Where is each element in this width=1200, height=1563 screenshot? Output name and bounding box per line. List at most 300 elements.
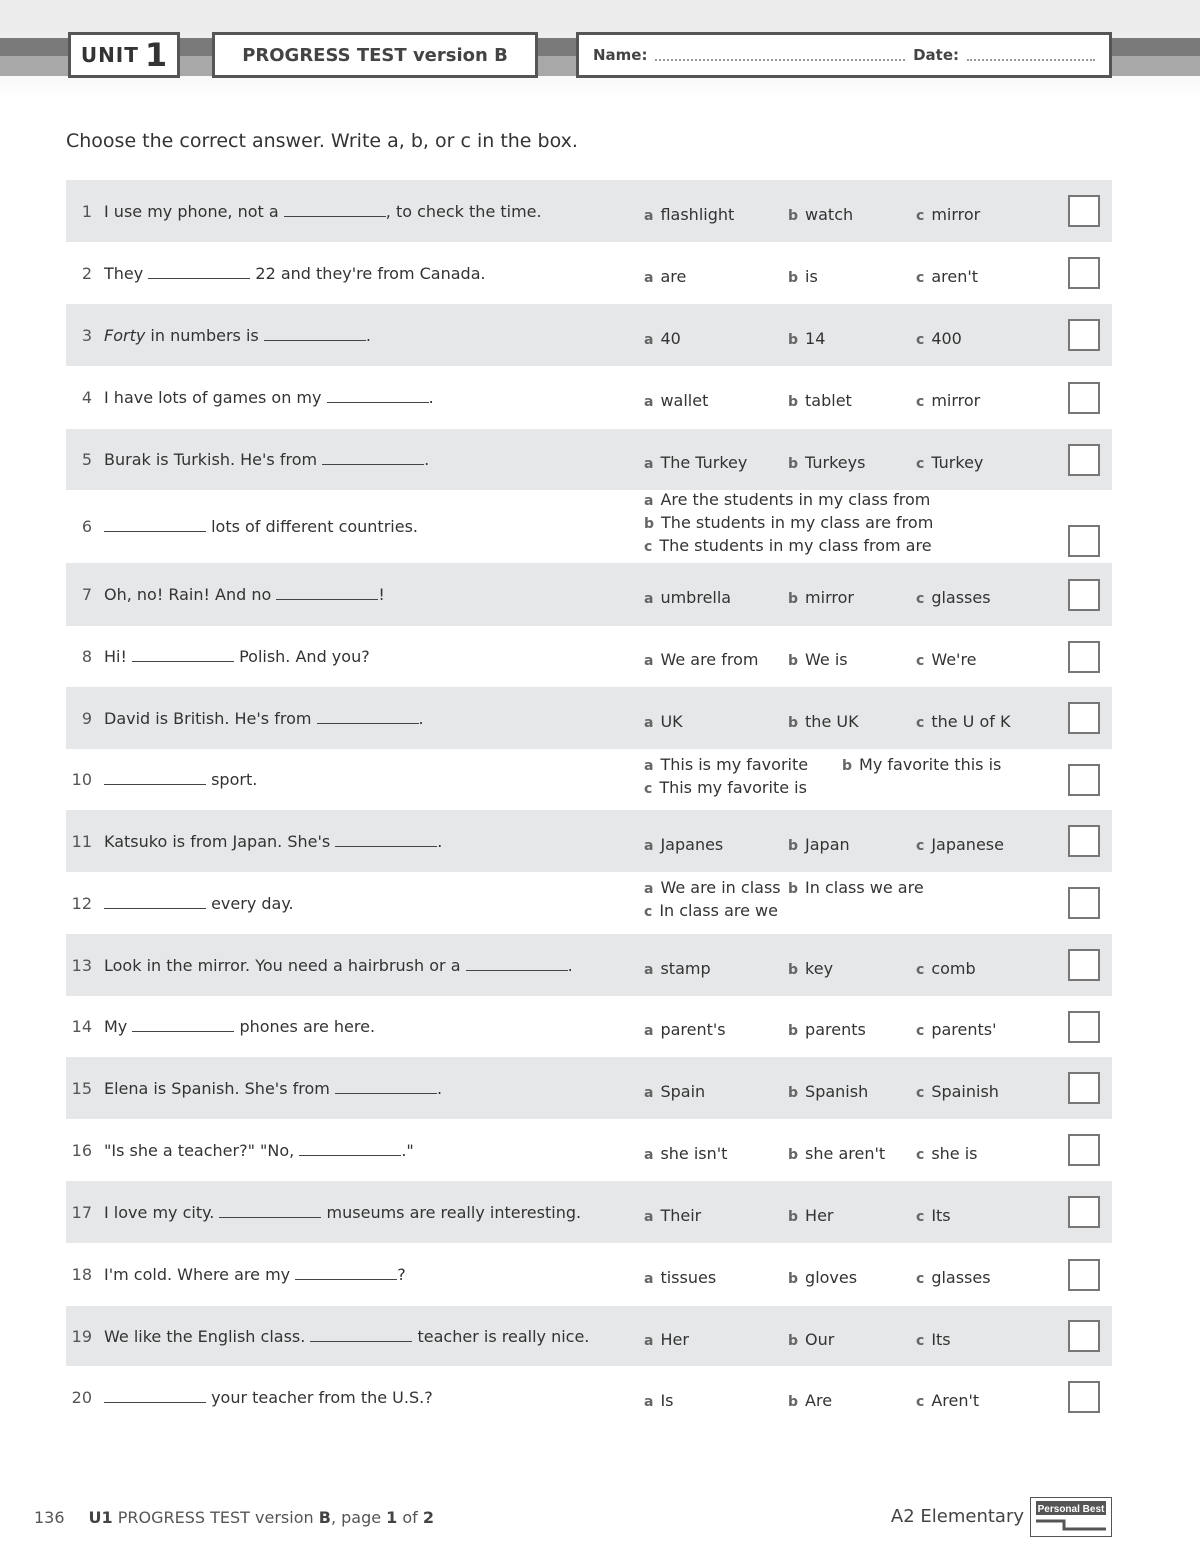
option-b: [788, 835, 916, 854]
option-c: [916, 1330, 951, 1349]
option-b: [788, 1391, 916, 1410]
question-pre: "Is she a teacher?" "No,: [104, 1140, 300, 1160]
question-text: [92, 1388, 644, 1407]
answer-box[interactable]: [1068, 257, 1100, 289]
answer-options: [644, 1391, 1064, 1410]
answer-options: [644, 755, 1064, 797]
answer-box[interactable]: [1068, 641, 1100, 673]
question-pre: Burak is Turkish. He's from: [104, 450, 323, 469]
question-term: Forty: [104, 325, 146, 345]
answer-options: [644, 453, 1064, 472]
option-letter: b: [788, 714, 799, 731]
answer-box[interactable]: [1068, 949, 1100, 981]
option-text: Its: [931, 1329, 951, 1349]
option-text: 14: [805, 328, 826, 348]
option-text: key: [805, 958, 834, 978]
question-row: [66, 304, 1112, 366]
option-a: [644, 755, 842, 774]
option-b: [788, 453, 916, 472]
option-text: she aren't: [805, 1143, 886, 1163]
answer-options: [644, 1082, 1064, 1101]
option-b: [788, 329, 916, 348]
question-number: 7: [81, 585, 92, 604]
question-text: [92, 1141, 644, 1160]
option-text: Are: [805, 1390, 833, 1410]
option-letter: b: [788, 331, 799, 348]
question-pre: in numbers is: [145, 325, 264, 345]
option-letter: b: [788, 269, 799, 286]
question-number: 9: [81, 708, 92, 728]
option-letter: a: [644, 456, 654, 472]
question-text: [92, 832, 644, 851]
answer-options: [644, 1330, 1064, 1349]
answer-box[interactable]: [1068, 1072, 1100, 1104]
option-b: [788, 391, 916, 410]
option-b: [788, 1082, 916, 1101]
date-field[interactable]: [967, 49, 1095, 61]
footer-level: A2 Elementary: [890, 1506, 1024, 1527]
page-number: 136: [34, 1508, 65, 1527]
option-a: [644, 1082, 788, 1101]
answer-box[interactable]: [1068, 825, 1100, 857]
option-text: umbrella: [660, 588, 732, 607]
question-post: every day.: [206, 893, 294, 913]
option-letter: b: [788, 394, 799, 410]
option-letter: c: [644, 781, 653, 797]
option-a: [644, 1206, 788, 1225]
option-text: flashlight: [660, 204, 735, 224]
option-text: is: [805, 266, 818, 286]
question-number: 1: [81, 201, 92, 221]
question-text: [92, 1327, 644, 1346]
option-letter: a: [644, 1271, 654, 1287]
option-text: mirror: [805, 588, 854, 607]
footer-page-current: 1: [386, 1508, 398, 1527]
option-text: comb: [931, 958, 976, 978]
question-text: [92, 1265, 644, 1284]
question-post: museums are really interesting.: [321, 1202, 582, 1222]
option-text: We're: [931, 650, 977, 669]
answer-box[interactable]: [1068, 382, 1100, 414]
option-c: [916, 329, 962, 348]
option-b: [788, 1268, 916, 1287]
question-text: [92, 202, 644, 221]
option-a: [644, 490, 930, 509]
answer-options: [644, 712, 1064, 731]
answer-box[interactable]: [1068, 1381, 1100, 1413]
option-a: [644, 1144, 788, 1163]
question-post: .: [418, 708, 424, 728]
option-text: In class are we: [659, 901, 778, 920]
option-letter: a: [644, 653, 654, 669]
option-c: [916, 453, 983, 472]
answer-box[interactable]: [1068, 887, 1100, 919]
question-number: 15: [71, 1078, 92, 1098]
answer-blank: [466, 956, 568, 971]
answer-blank: [295, 1265, 397, 1280]
question-text: [92, 770, 644, 789]
question-pre: I have lots of games on my: [104, 388, 327, 407]
option-c: [916, 1082, 999, 1101]
option-b: [788, 959, 916, 978]
option-b: [788, 588, 916, 607]
question-text: [92, 1017, 644, 1036]
question-post: teacher is really nice.: [412, 1326, 590, 1346]
answer-options: [644, 878, 1064, 920]
option-text: We are in class: [660, 878, 781, 897]
question-row: [66, 1243, 1112, 1306]
name-label: Name:: [593, 46, 648, 64]
answer-box[interactable]: [1068, 579, 1100, 611]
question-pre: I love my city.: [104, 1202, 220, 1222]
option-c: [916, 712, 1010, 731]
option-a: [644, 959, 788, 978]
option-letter: b: [788, 1208, 799, 1225]
footer-left: [34, 1508, 434, 1527]
option-letter: c: [644, 539, 653, 555]
option-letter: b: [842, 758, 853, 774]
option-letter: a: [644, 269, 654, 286]
option-text: Aren't: [931, 1390, 980, 1410]
question-post: your teacher from the U.S.?: [206, 1387, 433, 1407]
option-b: [842, 755, 1001, 774]
question-row: [66, 872, 1112, 934]
option-letter: a: [644, 207, 654, 224]
answer-box[interactable]: [1068, 195, 1100, 227]
option-b: [788, 267, 916, 286]
question-post: .: [428, 388, 434, 407]
answer-blank: [310, 1327, 412, 1342]
answer-options: [644, 205, 1064, 224]
option-text: Spain: [660, 1081, 706, 1101]
answer-options: [644, 1206, 1064, 1225]
svg-text:Personal Best: Personal Best: [1037, 1504, 1105, 1515]
question-text: [92, 894, 644, 913]
option-a: [644, 1268, 788, 1287]
option-text: glasses: [931, 588, 991, 607]
option-a: [644, 835, 788, 854]
question-number: 13: [71, 955, 92, 975]
option-letter: a: [644, 758, 654, 774]
question-row: [66, 626, 1112, 687]
option-line: [644, 536, 1064, 555]
answer-options: [644, 1144, 1064, 1163]
option-text: parents': [931, 1020, 997, 1039]
option-text: Her: [660, 1329, 689, 1349]
answer-options: [644, 835, 1064, 854]
option-letter: a: [644, 1393, 654, 1410]
option-letter: b: [788, 1084, 799, 1101]
answer-blank: [148, 264, 250, 279]
option-letter: c: [916, 331, 925, 348]
option-a: [644, 588, 788, 607]
option-text: tissues: [660, 1268, 717, 1287]
question-number: 11: [71, 831, 92, 851]
option-c: [916, 1144, 978, 1163]
question-row: [66, 563, 1112, 626]
option-b: [788, 1020, 916, 1039]
option-text: The students in my class from are: [659, 536, 932, 555]
question-post: Polish. And you?: [233, 647, 370, 666]
answer-blank: [276, 585, 378, 600]
option-text: mirror: [931, 391, 981, 410]
option-letter: c: [916, 961, 925, 978]
option-letter: a: [644, 493, 654, 509]
option-letter: a: [644, 331, 654, 348]
question-pre: They: [104, 263, 149, 283]
option-text: she isn't: [660, 1143, 728, 1163]
answer-box[interactable]: [1068, 1134, 1100, 1166]
option-a: [644, 1391, 788, 1410]
option-text: parents: [805, 1020, 866, 1039]
option-text: This my favorite is: [659, 778, 807, 797]
name-field[interactable]: [655, 49, 905, 61]
option-a: [644, 1330, 788, 1349]
question-text: [92, 1079, 644, 1098]
option-letter: a: [644, 881, 654, 897]
option-text: Her: [805, 1205, 834, 1225]
answer-options: [644, 1020, 1064, 1039]
option-c: [916, 588, 991, 607]
option-c: [916, 959, 976, 978]
question-pre: Look in the mirror. You need a hairbrush or a: [104, 955, 466, 975]
answer-blank: [284, 202, 386, 217]
option-letter: a: [644, 394, 654, 410]
answer-options: [644, 267, 1064, 286]
option-text: Our: [805, 1329, 835, 1349]
question-post: sport.: [206, 770, 258, 789]
option-text: she is: [931, 1143, 978, 1163]
option-letter: b: [788, 1332, 799, 1349]
question-post: !: [378, 585, 385, 604]
question-number: 8: [81, 647, 92, 666]
option-text: The students in my class are from: [661, 513, 934, 532]
option-a: [644, 712, 788, 731]
question-pre: Oh, no! Rain! And no: [104, 585, 277, 604]
question-post: .: [365, 325, 371, 345]
option-letter: c: [916, 837, 925, 854]
question-number: 2: [81, 263, 92, 283]
option-line: [644, 878, 1064, 897]
option-c: [916, 1268, 991, 1287]
option-c: [916, 650, 977, 669]
option-line: [644, 901, 1064, 920]
question-text: [92, 585, 644, 604]
question-number: 17: [71, 1202, 92, 1222]
option-a: [644, 267, 788, 286]
option-letter: a: [644, 714, 654, 731]
answer-blank: [104, 517, 206, 532]
question-post: .: [437, 831, 443, 851]
question-text: [92, 517, 644, 536]
option-letter: c: [916, 1271, 925, 1287]
question-list: [66, 180, 1112, 1428]
answer-blank: [104, 770, 206, 785]
option-letter: a: [644, 961, 654, 978]
question-row: [66, 1366, 1112, 1428]
option-text: 40: [660, 328, 681, 348]
question-number: 3: [81, 325, 92, 345]
question-post: ?: [397, 1265, 406, 1284]
answer-box[interactable]: [1068, 319, 1100, 351]
question-post: phones are here.: [234, 1017, 376, 1036]
answer-blank: [104, 1388, 206, 1403]
option-letter: c: [916, 591, 925, 607]
option-line: [644, 755, 1064, 774]
unit-word: UNIT: [80, 43, 139, 67]
option-text: Spainish: [931, 1081, 999, 1101]
answer-box[interactable]: [1068, 764, 1100, 796]
question-row: [66, 1119, 1112, 1181]
option-line: [644, 778, 1064, 797]
question-post: .": [401, 1140, 414, 1160]
option-line: [644, 513, 1064, 532]
answer-blank: [219, 1203, 321, 1218]
question-number: 12: [71, 893, 92, 913]
question-post: 22 and they're from Canada.: [250, 263, 486, 283]
question-pre: My: [104, 1017, 133, 1036]
option-text: Their: [660, 1205, 702, 1225]
option-text: We are from: [660, 650, 759, 669]
option-letter: a: [644, 591, 654, 607]
question-number: 18: [71, 1265, 92, 1284]
question-number: 14: [71, 1017, 92, 1036]
option-letter: b: [644, 516, 655, 532]
option-text: Turkey: [931, 453, 984, 472]
option-c: [916, 835, 1004, 854]
option-text: We is: [805, 650, 848, 669]
question-pre: I'm cold. Where are my: [104, 1265, 296, 1284]
option-text: 400: [931, 328, 962, 348]
option-letter: c: [916, 1023, 925, 1039]
option-letter: a: [644, 1208, 654, 1225]
answer-blank: [132, 647, 234, 662]
option-letter: c: [916, 1208, 925, 1225]
question-pre: Elena is Spanish. She's from: [104, 1078, 335, 1098]
option-text: Japan: [805, 834, 850, 854]
answer-blank: [335, 832, 437, 847]
option-a: [644, 205, 788, 224]
option-text: Spanish: [805, 1081, 869, 1101]
question-row: [66, 366, 1112, 429]
option-c: [916, 391, 980, 410]
option-letter: b: [788, 456, 799, 472]
answer-blank: [327, 388, 429, 403]
question-pre: We like the English class.: [104, 1326, 311, 1346]
option-text: Japanes: [660, 834, 724, 854]
answer-box[interactable]: [1068, 702, 1100, 734]
question-row: [66, 1306, 1112, 1366]
answer-box[interactable]: [1068, 1011, 1100, 1043]
question-number: 16: [71, 1140, 92, 1160]
answer-options: [644, 391, 1064, 410]
option-a: [644, 329, 788, 348]
question-row: [66, 490, 1112, 563]
option-letter: b: [788, 591, 799, 607]
footer-test-name: PROGRESS TEST version: [112, 1508, 319, 1527]
answer-box[interactable]: [1068, 1320, 1100, 1352]
test-title: PROGRESS TEST version B: [212, 32, 538, 78]
option-b: [644, 513, 933, 532]
option-text: tablet: [805, 391, 852, 410]
date-label: Date:: [913, 46, 959, 64]
question-pre: David is British. He's from: [104, 708, 317, 728]
question-row: [66, 1181, 1112, 1243]
option-a: [644, 391, 788, 410]
option-text: are: [660, 266, 687, 286]
question-row: [66, 687, 1112, 749]
option-text: Are the students in my class from: [660, 490, 931, 509]
answer-box[interactable]: [1068, 525, 1100, 557]
question-row: [66, 242, 1112, 304]
option-letter: b: [788, 653, 799, 669]
option-a: [644, 878, 788, 897]
question-post: .: [436, 1078, 443, 1098]
option-b: [788, 878, 924, 897]
option-letter: b: [788, 207, 799, 224]
option-text: My favorite this is: [859, 755, 1002, 774]
option-letter: c: [916, 1146, 925, 1163]
answer-blank: [104, 894, 206, 909]
answer-box[interactable]: [1068, 1196, 1100, 1228]
option-letter: a: [644, 1084, 654, 1101]
answer-box[interactable]: [1068, 1259, 1100, 1291]
option-b: [788, 1330, 916, 1349]
option-letter: c: [916, 1393, 925, 1410]
option-c: [916, 1391, 979, 1410]
option-a: [644, 453, 788, 472]
question-row: [66, 429, 1112, 490]
option-b: [788, 1206, 916, 1225]
option-text: stamp: [660, 958, 711, 978]
question-pre: Hi!: [104, 647, 132, 666]
question-row: [66, 996, 1112, 1057]
option-text: This is my favorite: [660, 755, 809, 774]
option-text: wallet: [660, 391, 709, 410]
answer-options: [644, 588, 1064, 607]
option-text: the U of K: [931, 711, 1011, 731]
footer-page-text: , page: [330, 1508, 387, 1527]
option-letter: a: [644, 1023, 654, 1039]
answer-options: [644, 650, 1064, 669]
option-text: the UK: [805, 711, 859, 731]
option-letter: c: [916, 394, 925, 410]
option-b: [788, 712, 916, 731]
question-row: [66, 810, 1112, 872]
unit-label: [68, 32, 180, 78]
question-row: [66, 180, 1112, 242]
option-letter: b: [788, 881, 799, 897]
question-text: [92, 956, 644, 975]
option-letter: b: [788, 1146, 799, 1163]
question-text: [92, 326, 644, 345]
option-text: aren't: [931, 266, 978, 286]
question-post: .: [567, 955, 573, 975]
instruction: Choose the correct answer. Write a, b, or c in the box.: [66, 130, 578, 152]
option-text: mirror: [931, 204, 981, 224]
option-letter: c: [916, 1332, 925, 1349]
option-letter: a: [644, 1332, 654, 1349]
question-row: [66, 749, 1112, 810]
answer-box[interactable]: [1068, 444, 1100, 476]
option-letter: c: [916, 207, 925, 224]
option-c: [916, 267, 978, 286]
answer-blank: [322, 450, 424, 465]
answer-blank: [317, 709, 419, 724]
question-text: [92, 647, 644, 666]
option-c: [644, 778, 807, 797]
option-line: [644, 490, 1064, 509]
